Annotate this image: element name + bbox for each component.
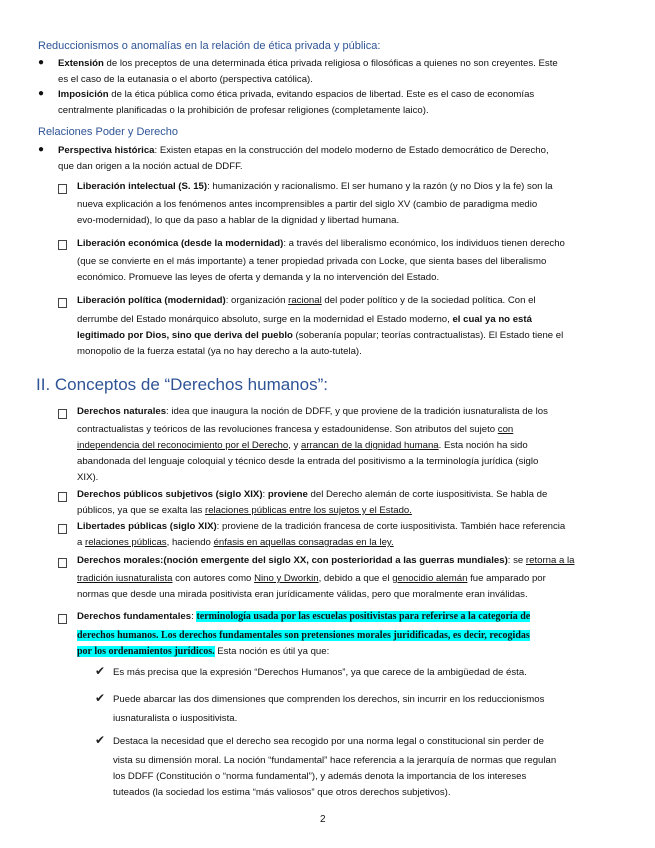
text: contractualistas y teóricos de las revoluciones francesa y estadounidense. Son atributos del sujeto — [77, 424, 498, 435]
square-bullet-icon — [58, 409, 67, 419]
underlined-text: relaciones públicas — [85, 537, 167, 548]
check-item-line: tuteados (la sociedad los estima “más valiosos” que otros derechos subjetivos). — [113, 787, 451, 798]
sublist-item — [77, 292, 617, 310]
text: con autores como — [172, 573, 255, 584]
check-item: Es más precisa que la expresión “Derechos Humanos”, ya que carece de la ambigüedad de ésta. — [113, 667, 527, 678]
square-bullet-icon — [58, 558, 67, 568]
text: a — [77, 537, 86, 548]
term: Liberación política (modernidad) — [77, 295, 226, 306]
bullet-icon: ● — [38, 144, 45, 155]
text: : se — [507, 555, 526, 566]
chapter-heading: II. Conceptos de “Derechos humanos”: — [36, 375, 328, 394]
square-bullet-icon — [58, 240, 67, 250]
check-item-line: iusnaturalista o iuspositivista. — [113, 713, 238, 724]
sublist-item — [77, 608, 617, 626]
check-item: Destaca la necesidad que el derecho sea recogido por una norma legal o constitucional sin perder de — [113, 736, 544, 747]
term: Derechos públicos subjetivos (siglo XIX) — [77, 489, 263, 500]
check-item-line: los DDFF (Constitución o “norma fundamental”), y además denota la importancia de los intereses — [113, 771, 527, 782]
bold-text: proviene — [267, 489, 308, 500]
bullet-icon: ● — [38, 88, 45, 99]
underlined-text: relaciones públicas entre los sujetos y el Estado. — [205, 505, 412, 516]
text: : humanización y racionalismo. El ser humano y la razón (y no Dios y la fe) son la — [207, 181, 553, 192]
text: : — [191, 611, 197, 622]
underlined-text: Nino y Dworkin — [254, 573, 319, 584]
square-bullet-icon — [58, 524, 67, 534]
sublist-item — [77, 552, 617, 570]
square-bullet-icon — [58, 614, 67, 624]
text: : proviene de la tradición francesa de corte iuspositivista. También hace referencia — [216, 521, 566, 532]
term: Imposición — [58, 89, 109, 100]
check-item: Puede abarcar las dos dimensiones que comprenden los derechos, sin incurrir en los reduccionismos — [113, 694, 545, 705]
text: : idea que inaugura la noción de DDFF, y que proviene de la tradición iusnaturalista de los — [166, 406, 548, 417]
underlined-text: independencia del reconocimiento por el Derecho — [77, 440, 289, 451]
sublist-item-line: monopolio de la fuerza estatal (ya no hay derecho a la auto-tutela). — [77, 346, 362, 357]
check-icon: ✔ — [95, 691, 106, 705]
list-item-line: centralmente planificadas o la prohibición de profesar religiones (completamente laico). — [58, 105, 429, 116]
bold-text: legitimado por Dios, sino que deriva del pueblo — [77, 330, 293, 341]
underlined-text: arrancan de la dignidad humana — [301, 440, 439, 451]
text: públicos, ya que se exalta las — [77, 505, 205, 516]
bold-text: el cual ya no está — [452, 314, 532, 325]
highlighted-text: derechos humanos. Los derechos fundamentales son pretensiones morales juridificadas, es decir, recogidas — [77, 630, 530, 641]
text: del poder político y de la sociedad política. Con el — [321, 295, 536, 306]
text: : — [262, 489, 268, 500]
text: . Esta noción ha sido — [438, 440, 528, 451]
text: , y — [288, 440, 301, 451]
term: Derechos morales:(noción emergente del siglo XX, con posterioridad a las guerras mundiales) — [77, 555, 508, 566]
page-number: 2 — [320, 814, 326, 825]
bullet-icon: ● — [38, 57, 45, 68]
sublist-item-line: (que se convierte en el más importante) a tener propiedad privada con Locke, que sienta bases del liberalismo — [77, 256, 547, 267]
check-item-line: vista su dimensión moral. La noción “fundamental” hace referencia a la jerarquía de normas que regulan — [113, 755, 557, 766]
sublist-item-line: evo-modernidad), lo que da paso a hablar de la dignidad y libertad humana. — [77, 215, 400, 226]
text: : Existen etapas en la construcción del modelo moderno de Estado democrático de Derecho, — [154, 145, 549, 156]
text: de los preceptos de una determinada ética privada religiosa o filosóficas a quienes no son creyentes. Este — [103, 58, 558, 69]
section-heading-reduccionismos: Reduccionismos o anomalías en la relación de ética privada y pública: — [38, 40, 381, 52]
underlined-text: con — [497, 424, 514, 435]
sublist-item — [77, 235, 617, 253]
text: Esta noción es útil ya que: — [214, 646, 330, 657]
text: : a través del liberalismo económico, los individuos tienen derecho — [283, 238, 565, 249]
underlined-text: genocidio alemán — [392, 573, 468, 584]
underlined-text: énfasis en aquellas consagradas en la ley. — [213, 537, 394, 548]
text: , debido a que el — [318, 573, 393, 584]
term: Derechos naturales — [77, 406, 167, 417]
term: Libertades públicas (siglo XIX) — [77, 521, 217, 532]
term: Derechos fundamentales — [77, 611, 192, 622]
sublist-item — [77, 178, 617, 196]
text: fue amparado por — [467, 573, 546, 584]
sublist-item-line: abandonada del lenguaje coloquial y técnico desde la entrada del positivismo a la terminología jurídica (siglo — [77, 456, 539, 467]
highlighted-text: terminología usada por las escuelas positivistas para referirse a la categoría de — [196, 611, 531, 622]
text: : organización — [225, 295, 289, 306]
square-bullet-icon — [58, 492, 67, 502]
text: derrumbe del Estado monárquico absoluto, surge en la modernidad el Estado moderno, — [77, 314, 453, 325]
underlined-text: racional — [288, 295, 322, 306]
term: Liberación económica (desde la modernidad) — [77, 238, 284, 249]
list-item-line: que dan origen a la noción actual de DDFF. — [58, 161, 243, 172]
highlighted-text: por los ordenamientos jurídicos. — [77, 646, 215, 657]
check-icon: ✔ — [95, 733, 106, 747]
sublist-item — [77, 403, 617, 421]
list-item-line: es el caso de la eutanasia o el aborto (perspectiva católica). — [58, 74, 313, 85]
text: (soberanía popular; teorías contractualistas). El Estado tiene el — [292, 330, 564, 341]
text: de la ética pública como ética privada, evitando espacios de libertad. Este es el caso de economías — [108, 89, 535, 100]
sublist-item-line: económico. Promueve las leyes de oferta y demanda y la no intervención del Estado. — [77, 272, 440, 283]
section-heading-poder-derecho: Relaciones Poder y Derecho — [38, 126, 179, 138]
text: , haciendo — [166, 537, 214, 548]
underlined-text: retorna a la — [525, 555, 575, 566]
underlined-text: tradición iusnaturalista — [77, 573, 173, 584]
sublist-item-line — [77, 643, 617, 661]
term: Perspectiva histórica — [58, 145, 155, 156]
term: Extensión — [58, 58, 104, 69]
square-bullet-icon — [58, 184, 67, 194]
sublist-item-line: XIX). — [77, 472, 99, 483]
square-bullet-icon — [58, 298, 67, 308]
text: del Derecho alemán de corte iuspositivista. Se habla de — [307, 489, 548, 500]
sublist-item-line: nueva explicación a los fenómenos antes incomprensibles a partir del siglo XV (cambio de paradigma medio — [77, 199, 538, 210]
sublist-item-line — [77, 534, 617, 552]
sublist-item-line: normas que desde una mirada positivista eran jurídicamente válidas, pero que moralmente eran inválidas. — [77, 589, 528, 600]
term: Liberación intelectual (S. 15) — [77, 181, 208, 192]
check-icon: ✔ — [95, 664, 106, 678]
